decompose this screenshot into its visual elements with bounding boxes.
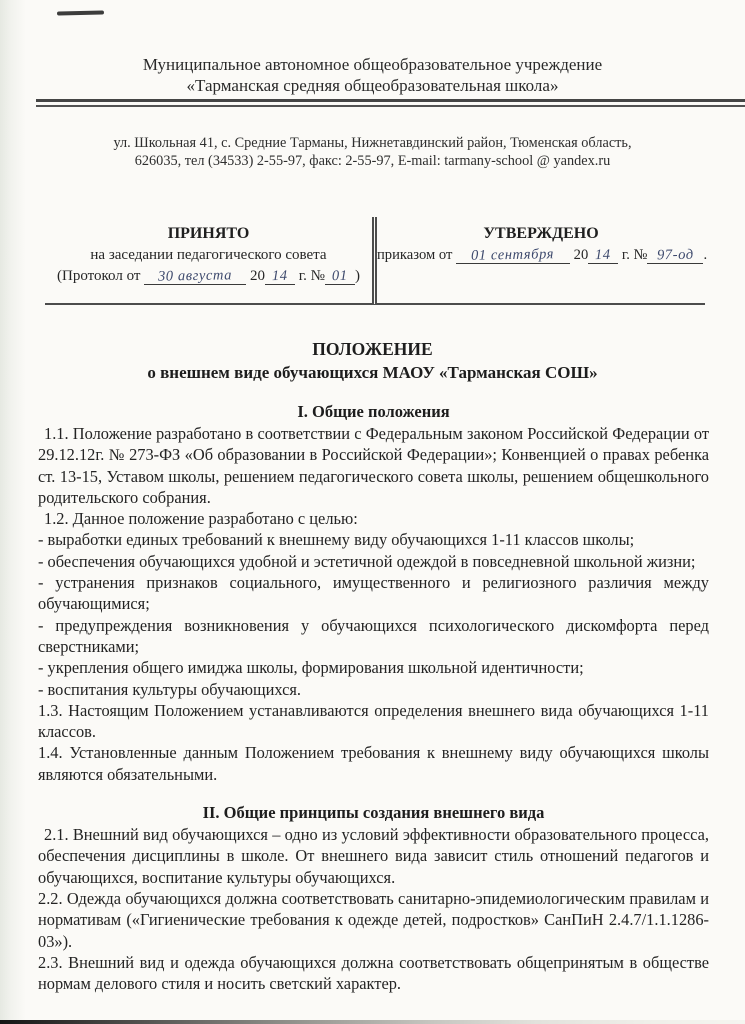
paragraph-1-2: 1.2. Данное положение разработано с целью: — [44, 509, 358, 529]
approved-cell — [372, 217, 708, 305]
letterhead-divider-rule — [36, 99, 745, 107]
document-title-block — [0, 338, 745, 384]
protocol-number-handwriting: 01 — [331, 267, 348, 285]
protocol-year-blank — [265, 269, 295, 285]
approved-order-line — [377, 245, 708, 266]
address-line2: 626035, тел (34533) 2-55-97, факс: 2-55-97, E-mail: tarmany-school @ yandex.ru — [134, 153, 611, 169]
protocol-year-handwriting: 14 — [271, 267, 288, 285]
protocol-prefix: (Протокол от — [57, 268, 141, 284]
letterhead — [0, 0, 745, 96]
bullet-remove-differences: - устранения признаков социального, имущественного и религиозного различия между обучающимися; — [38, 573, 709, 614]
protocol-date-handwriting: 30 августа — [157, 267, 233, 285]
paragraph-2-3: 2.3. Внешний вид и одежда обучающихся должна соответствовать общепринятым в обществе нормам делового стиля и носить светский характер. — [38, 952, 709, 994]
accepted-subtitle: на заседании педагогического совета — [90, 247, 327, 263]
document-subtitle: о внешнем виде обучающихся МАОУ «Тарманская СОШ» — [147, 363, 598, 382]
approved-title: УТВЕРЖДЕНО — [483, 225, 599, 242]
order-prefix: приказом от — [377, 247, 453, 263]
order-year-label: г. № — [621, 247, 648, 263]
protocol-year-label: г. № — [298, 268, 325, 284]
protocol-closing: ) — [354, 268, 360, 284]
scan-bottom-edge-band — [0, 1020, 745, 1024]
order-year-blank — [588, 248, 618, 264]
bullet-uniform-requirements: - выработки единых требований к внешнему виду обучающихся 1-11 классов школы; — [38, 530, 635, 550]
bullet-school-image: - укрепления общего имиджа школы, формирования школьной идентичности; — [38, 658, 584, 678]
order-closing: . — [703, 247, 708, 263]
address-line1: ул. Школьная 41, с. Средние Тарманы, Нижнетавдинский район, Тюменская область, — [113, 135, 632, 151]
accepted-protocol-line — [45, 266, 372, 287]
bullet-comfortable-clothing: - обеспечения обучающихся удобной и эстетичной одеждой в повседневной школьной жизни; — [38, 551, 696, 571]
bullet-prevent-discomfort: - предупреждения возникновения у обучающихся психологического дискомфорта перед сверстниками; — [38, 615, 709, 656]
order-century: 20 — [573, 247, 589, 263]
document-title: ПОЛОЖЕНИЕ — [312, 339, 433, 359]
paragraph-1-1: 1.1. Положение разработано в соответствии с Федеральным законом Российской Федерации от 29.12.12г. № 273-ФЗ «Об образовании в Российской Федерации»; Конвенцией о правах ребенка ст. 13-15, Уставом школы, решением педагогического совета школы, решением общешкольного родительского собрания. — [38, 424, 709, 507]
order-number-handwriting: 97-од — [656, 246, 694, 264]
address-block — [0, 134, 745, 170]
protocol-number-blank — [325, 269, 355, 285]
document-body — [38, 401, 709, 994]
protocol-century: 20 — [249, 268, 265, 284]
section2-heading: II. Общие принципы создания внешнего вида — [202, 803, 545, 823]
paragraph-1-3: 1.3. Настоящим Положением устанавливаются определения внешнего вида обучающихся 1-11 классов. — [38, 700, 709, 742]
protocol-date-blank — [144, 269, 246, 285]
accepted-title: ПРИНЯТО — [167, 225, 250, 242]
bullet-culture: - воспитания культуры обучающихся. — [38, 679, 302, 699]
accepted-cell — [45, 217, 372, 305]
section1-heading: I. Общие положения — [297, 402, 450, 421]
paragraph-2-2: 2.2. Одежда обучающихся должна соответствовать санитарно-эпидемиологическим правилам и нормативам («Гигиенические требования к одежде детей, подростков» СанПиН 2.4.7/1.1.1286-03»). — [38, 888, 709, 951]
org-name-line2: «Тарманская средняя общеобразовательная школа» — [186, 76, 559, 95]
approval-block — [45, 217, 708, 305]
paragraph-1-4: 1.4. Установленные данным Положением требования к внешнему виду обучающихся школы являются обязательными. — [38, 743, 709, 784]
order-date-blank — [456, 248, 570, 264]
order-year-handwriting: 14 — [595, 246, 612, 264]
order-date-handwriting: 01 сентября — [471, 246, 555, 264]
org-name-line1: Муниципальное автономное общеобразовательное учреждение — [142, 55, 603, 74]
order-number-blank — [647, 248, 703, 264]
paragraph-2-1: 2.1. Внешний вид обучающихся – одно из условий эффективности образовательного процесса, обеспечения дисциплины в школе. От внешнего вида зависит стиль отношений педагогов и обучающихся, воспитание культуры обучающихся. — [38, 825, 709, 887]
